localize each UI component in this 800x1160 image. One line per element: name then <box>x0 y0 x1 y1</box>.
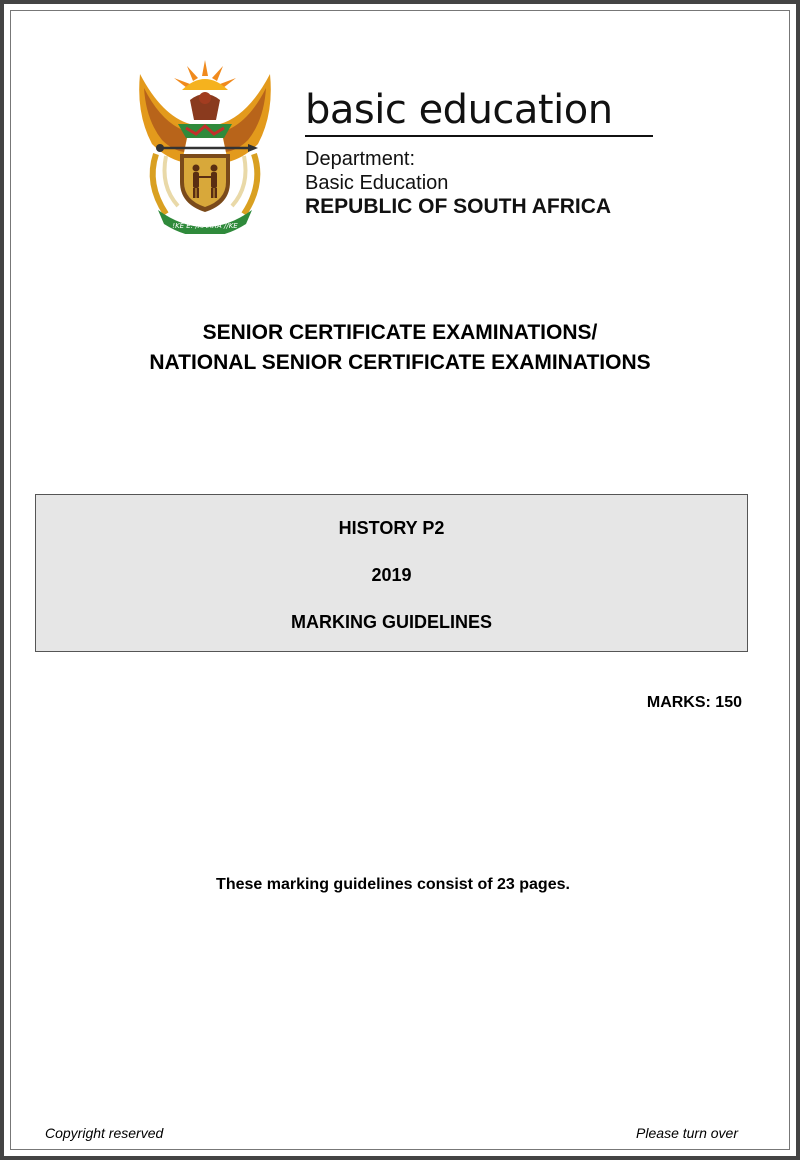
emblem-motto: !KE E: /XARRA //KE <box>172 222 238 230</box>
country-name: REPUBLIC OF SOUTH AFRICA <box>305 195 612 218</box>
subject-name: HISTORY P2 <box>338 518 445 538</box>
exam-title-line1: SENIOR CERTIFICATE EXAMINATIONS/ <box>202 321 598 344</box>
department-branding <box>305 86 655 219</box>
exam-title-line2: NATIONAL SENIOR CERTIFICATE EXAMINATIONS <box>149 351 651 374</box>
exam-year: 2019 <box>371 565 412 585</box>
footer-turn-over: Please turn over <box>636 1125 738 1141</box>
document-type: MARKING GUIDELINES <box>290 612 492 632</box>
total-marks: MARKS: 150 <box>646 694 742 711</box>
brand-title: basic education <box>305 87 613 133</box>
footer-copyright: Copyright reserved <box>45 1125 164 1141</box>
exam-title <box>0 318 800 378</box>
south-africa-coat-of-arms-icon <box>132 54 278 234</box>
subject-box <box>35 494 748 652</box>
dept-name: Basic Education <box>305 172 449 194</box>
page-count-note: These marking guidelines consist of 23 pages. <box>216 876 570 893</box>
dept-label: Department: <box>305 148 416 170</box>
brand-underline <box>305 135 653 137</box>
